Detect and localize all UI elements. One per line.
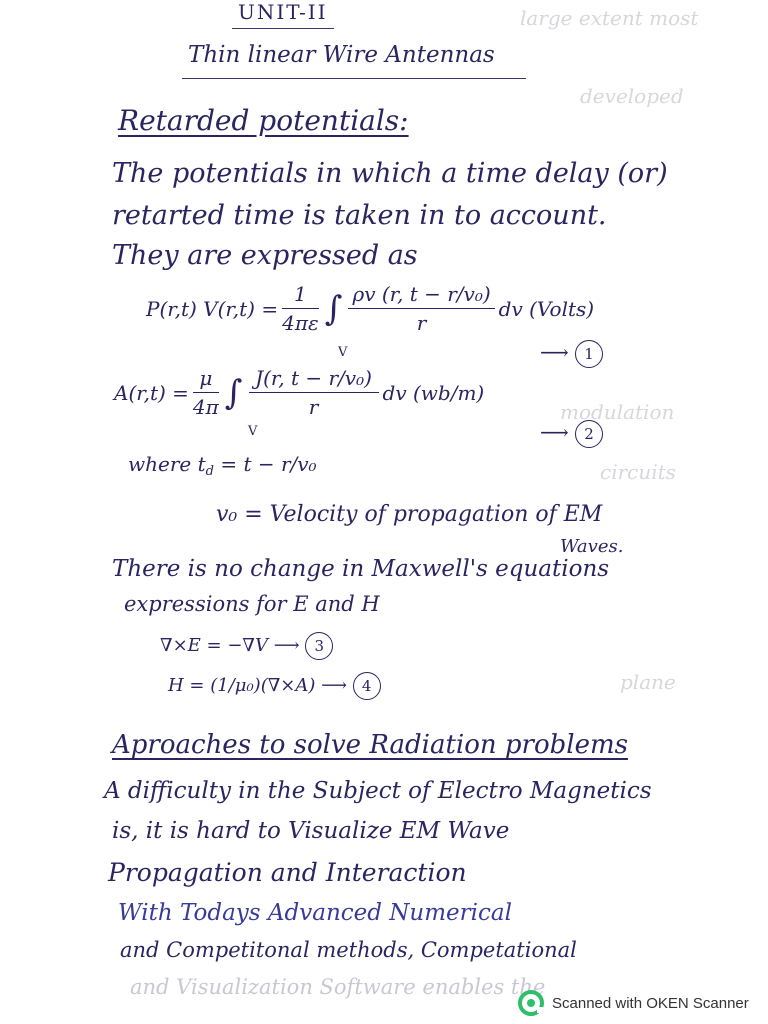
eq2-number: 2	[575, 420, 603, 448]
eq1-lhs: P(r,t) V(r,t) =	[146, 296, 279, 321]
text-line: Propagation and Interaction	[108, 858, 467, 887]
eq1-integrand-den: r	[416, 311, 427, 335]
where-text: where t	[128, 452, 206, 476]
eq3-text: ∇×E = −∇V	[160, 635, 268, 656]
eq1-number: 1	[575, 340, 603, 368]
unit-label: UNIT-II	[238, 0, 328, 24]
eq2-coef-num: μ	[193, 366, 219, 393]
eq1-coef-den: 4πε	[282, 311, 319, 335]
scanner-label: Scanned with OKEN Scanner	[552, 994, 749, 1012]
eq2-number-tag	[540, 420, 603, 448]
title-underline	[182, 78, 526, 79]
text-line: A difficulty in the Subject of Electro Magnetics	[104, 778, 652, 804]
text-line: The potentials in which a time delay (or)	[112, 158, 668, 189]
eq4-text: H = (1/μ₀)(∇×A)	[168, 675, 316, 696]
equation-2	[114, 366, 484, 419]
page-title: Thin linear Wire Antennas	[188, 42, 495, 68]
arrow-icon: ⟶	[273, 635, 300, 656]
eq1-number-tag	[540, 340, 603, 368]
eq1-integrand-num: ρv (r, t − r/v₀)	[348, 282, 494, 309]
where-line	[128, 452, 317, 479]
cutoff-text: and Visualization Software enables the	[130, 975, 546, 999]
section-heading-retarded-potentials: Retarded potentials:	[118, 104, 409, 137]
equation-1	[146, 282, 594, 335]
arrow-icon: ⟶	[321, 675, 347, 696]
bleed-through-text: modulation	[560, 400, 675, 424]
eq2-tail: dv (wb/m)	[382, 380, 485, 405]
equation-4	[168, 672, 381, 700]
eq2-lhs: A(r,t) =	[114, 380, 189, 405]
equation-3	[160, 632, 333, 660]
eq2-integrand-num: J(r, t − r/v₀)	[249, 366, 379, 393]
velocity-definition-cont: Waves.	[560, 536, 624, 557]
bleed-through-text: plane	[620, 670, 676, 694]
text-line: With Todays Advanced Numerical	[118, 900, 512, 926]
text-line: is, it is hard to Visualize EM Wave	[112, 818, 510, 844]
text-line: There is no change in Maxwell's equations	[112, 556, 610, 582]
bleed-through-text: developed	[580, 84, 684, 108]
unit-underline	[232, 28, 334, 29]
bleed-through-text: large extent most	[520, 6, 699, 30]
eq4-number: 4	[353, 672, 381, 700]
eq1-coef-num: 1	[282, 282, 319, 309]
text-line: expressions for E and H	[124, 592, 380, 616]
integral-sign: ∫	[224, 372, 243, 413]
bleed-through-text: circuits	[600, 460, 676, 484]
where-subscript: d	[205, 463, 214, 479]
integral-sign: ∫	[324, 288, 343, 329]
velocity-definition: v₀ = Velocity of propagation of EM	[216, 502, 603, 527]
scanner-watermark	[518, 990, 749, 1016]
eq2-coef-den: 4π	[192, 395, 219, 419]
arrow-icon: ⟶	[540, 420, 569, 444]
eq2-integrand-den: r	[308, 395, 319, 419]
where-rhs: = t − r/v₀	[220, 452, 317, 476]
eq3-number: 3	[305, 632, 333, 660]
text-line: They are expressed as	[112, 240, 418, 271]
text-line: and Competitonal methods, Competational	[120, 938, 577, 962]
eq1-tail: dv (Volts)	[498, 296, 595, 321]
eq1-volume-label: V	[338, 345, 348, 360]
arrow-icon: ⟶	[540, 340, 569, 364]
eq2-volume-label: V	[248, 424, 258, 439]
section-heading-approaches: Aproaches to solve Radiation problems	[112, 730, 628, 760]
oken-logo-icon	[518, 990, 544, 1016]
text-line: retarted time is taken in to account.	[112, 200, 607, 231]
